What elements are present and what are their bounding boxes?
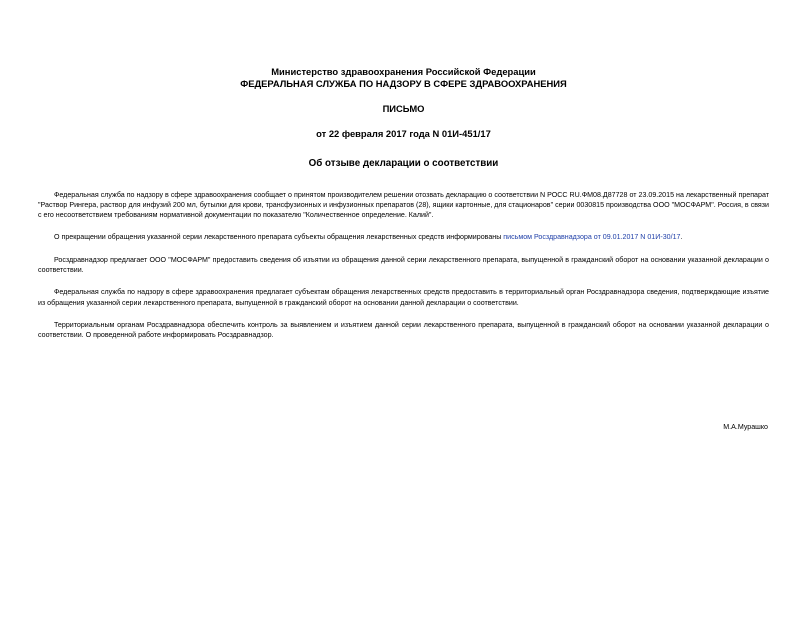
document-type: ПИСЬМО bbox=[382, 103, 425, 114]
paragraph-1: Федеральная служба по надзору в сфере здравоохранения сообщает о принятом производителем решении отозвать декларацию о соответствии N РОСС RU.ФМ08.Д87728 от 23.09.2015 на лекарственный препарат "Раствор Рингера, раствор для инфузий 200 мл, бутылки для крови, трансфузионных и инфузионных препаратов (28), ящики картонные, для стационаров" серии 0030815 производства ООО "МОСФАРМ". Россия, в связи с его несоответствием требованиям нормативной документации по показателю "Количественное определение. Калий". bbox=[38, 190, 769, 220]
paragraph-3: Росздравнадзор предлагает ООО "МОСФАРМ" предоставить сведения об изъятии из обращения данной серии лекарственного препарата, выпущенной в гражданский оборот на основании указанной декларации о соответствии. bbox=[38, 255, 769, 274]
paragraph-5: Территориальным органам Росздравнадзора обеспечить контроль за выявлением и изъятием данной серии лекарственного препарата, выпущенной в гражданский оборот на основании указанной декларации о соответствии. О проведенной работе информировать Росздравнадзор. bbox=[38, 320, 769, 340]
document-body bbox=[38, 190, 769, 341]
paragraph-2-end: . bbox=[680, 233, 683, 242]
signature: М.А.Мурашко bbox=[723, 423, 768, 431]
paragraph-2 bbox=[38, 232, 769, 242]
document-page bbox=[0, 66, 807, 637]
referenced-letter-link[interactable]: письмом Росздравнадзора от 09.01.2017 N 01И-30/17 bbox=[503, 233, 681, 242]
service-name: ФЕДЕРАЛЬНАЯ СЛУЖБА ПО НАДЗОРУ В СФЕРЕ ЗДРАВООХРАНЕНИЯ bbox=[240, 77, 567, 89]
document-date-number: от 22 февраля 2017 года N 01И-451/17 bbox=[316, 127, 491, 139]
paragraph-4: Федеральная служба по надзору в сфере здравоохранения предлагает субъектам обращения лекарственных средств предоставить в территориальный орган Росздравнадзора сведения, подтверждающие изъятие из обращения указанной серии лекарственного препарата, выпущенной в гражданский оборот на основании данной декларации о соответствии. bbox=[38, 288, 769, 307]
document-header bbox=[38, 66, 769, 170]
ministry-name: Министерство здравоохранения Российской Федерации bbox=[271, 66, 536, 77]
paragraph-2-text: О прекращении обращения указанной серии лекарственного препарата субъекты обращения лекарственных средств информированы bbox=[54, 233, 504, 242]
document-subject: Об отзыве декларации о соответствии bbox=[308, 158, 499, 169]
